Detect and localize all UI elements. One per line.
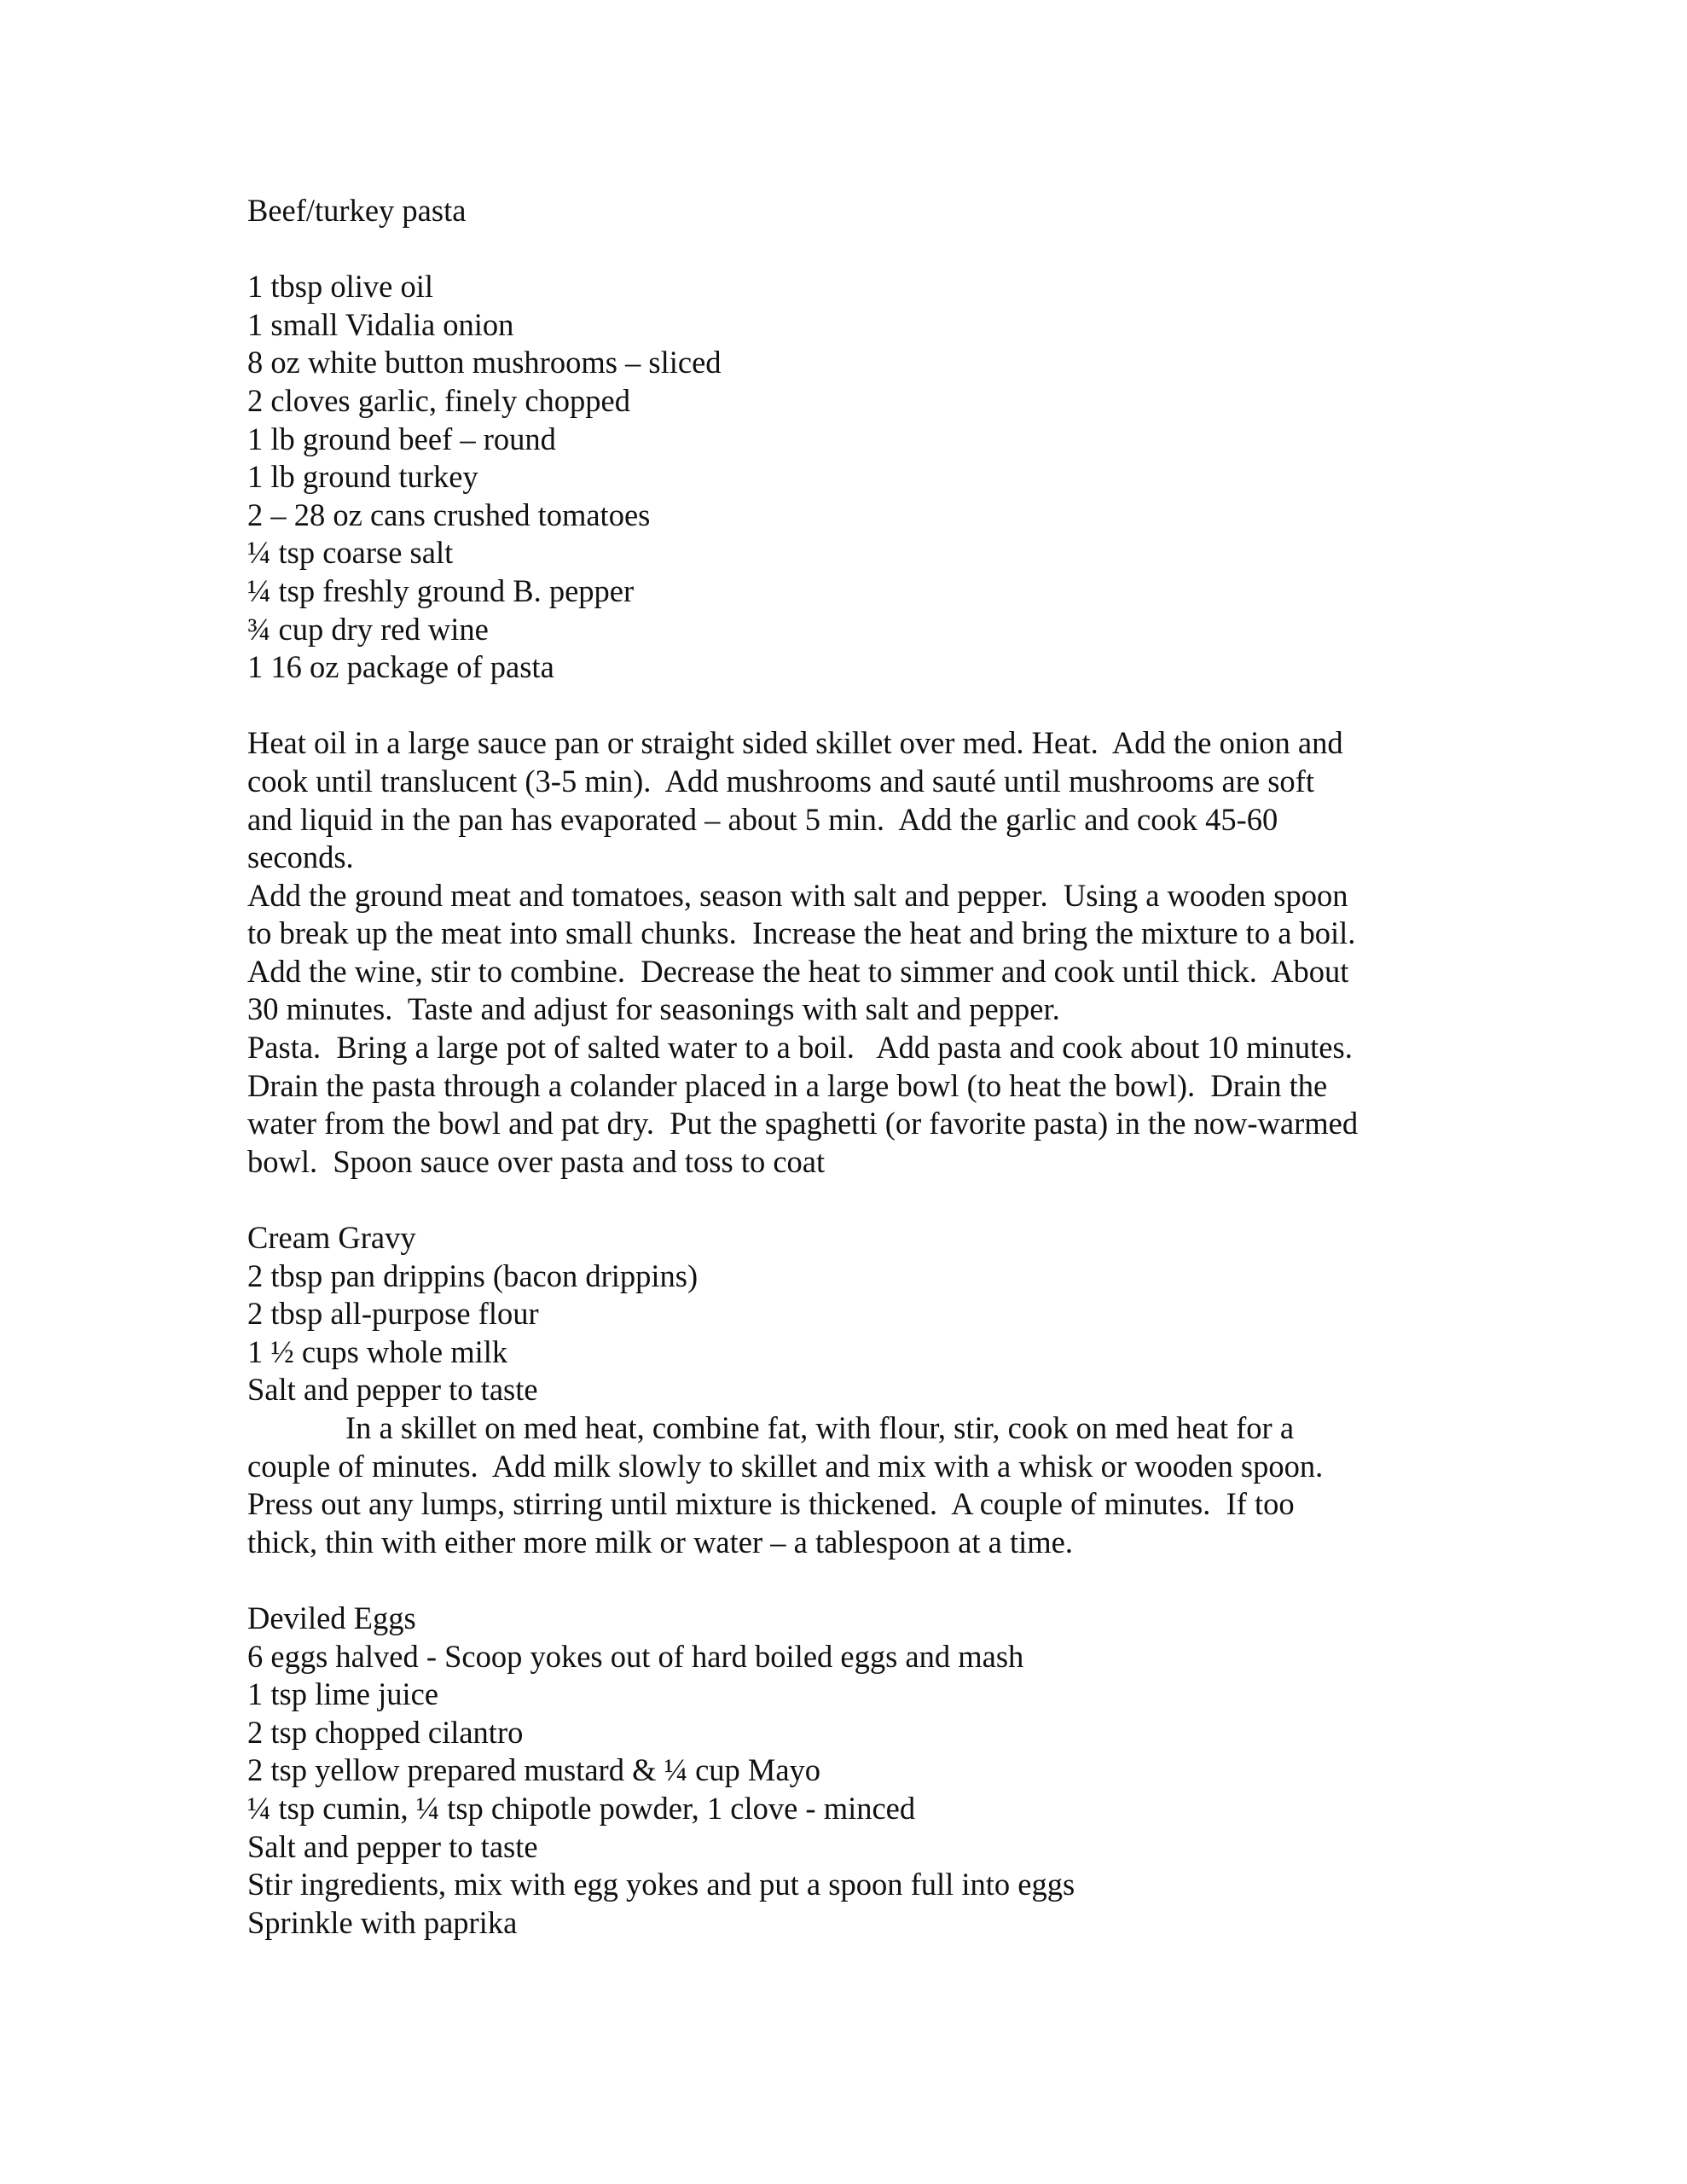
spacer <box>247 1181 1458 1219</box>
recipe-line: 2 tsp chopped cilantro <box>247 1714 524 1750</box>
ingredient: 2 – 28 oz cans crushed tomatoes <box>247 497 651 532</box>
recipe-line: Salt and pepper to taste <box>247 1828 538 1864</box>
recipe-line: 1 tsp lime juice <box>247 1676 439 1712</box>
ingredient: 2 tbsp all-purpose flour <box>247 1296 539 1332</box>
recipe-line: 2 tsp yellow prepared mustard & ¼ cup Mayo <box>247 1752 821 1788</box>
recipe-line: 6 eggs halved - Scoop yokes out of hard boiled eggs and mash <box>247 1638 1024 1674</box>
instruction-line: Add the wine, stir to combine. Decrease the heat to simmer and cook until thick. About <box>247 953 1349 989</box>
instruction-line: Press out any lumps, stirring until mixture is thickened. A couple of minutes. If too <box>247 1486 1295 1522</box>
instruction-line: bowl. Spoon sauce over pasta and toss to coat <box>247 1143 826 1179</box>
gravy-recipe <box>247 1219 1458 1561</box>
ingredient: 2 tbsp pan drippins (bacon drippins) <box>247 1258 699 1293</box>
recipe-title: Deviled Eggs <box>247 1600 416 1635</box>
ingredient: ¼ tsp freshly ground B. pepper <box>247 572 635 608</box>
recipe-line: Sprinkle with paprika <box>247 1904 518 1940</box>
instructions <box>247 724 1458 1181</box>
ingredient: ¼ tsp coarse salt <box>247 535 454 571</box>
recipe-line: Stir ingredients, mix with egg yokes and put a spoon full into eggs <box>247 1867 1075 1902</box>
instruction-line: thick, thin with either more milk or water – a tablespoon at a time. <box>247 1524 1073 1560</box>
ingredient: 1 lb ground turkey <box>247 459 478 495</box>
pasta-recipe <box>247 192 1458 1181</box>
instruction-line: In a skillet on med heat, combine fat, with flour, stir, cook on med heat for a <box>345 1410 1295 1445</box>
recipe-text <box>247 192 1458 1942</box>
instruction-line: Pasta. Bring a large pot of salted water to a boil. Add pasta and cook about 10 minutes. <box>247 1030 1353 1066</box>
recipe-title: Beef/turkey pasta <box>247 193 467 228</box>
recipe-line: ¼ tsp cumin, ¼ tsp chipotle powder, 1 clove - minced <box>247 1790 916 1826</box>
instruction-line: Drain the pasta through a colander placed in a large bowl (to heat the bowl). Drain the <box>247 1067 1328 1103</box>
instruction-line: and liquid in the pan has evaporated – about 5 min. Add the garlic and cook 45-60 <box>247 801 1278 837</box>
eggs-recipe <box>247 1600 1458 1942</box>
ingredient: 1 small Vidalia onion <box>247 306 514 342</box>
instruction-line: 30 minutes. Taste and adjust for seasonings with salt and pepper. <box>247 991 1060 1027</box>
instruction-line: water from the bowl and pat dry. Put the spaghetti (or favorite pasta) in the now-warmed <box>247 1106 1359 1141</box>
spacer <box>247 1561 1458 1600</box>
ingredient: 1 ½ cups whole milk <box>247 1333 508 1369</box>
ingredient: 1 16 oz package of pasta <box>247 649 554 685</box>
ingredient: 8 oz white button mushrooms – sliced <box>247 345 722 380</box>
instruction-line: seconds. <box>247 839 354 875</box>
recipe-title: Cream Gravy <box>247 1220 416 1256</box>
ingredient: ¾ cup dry red wine <box>247 611 489 647</box>
instruction-line: to break up the meat into small chunks. Increase the heat and bring the mixture to a boil. <box>247 915 1356 951</box>
instruction-line: cook until translucent (3-5 min). Add mushrooms and sauté until mushrooms are soft <box>247 763 1314 799</box>
ingredient: Salt and pepper to taste <box>247 1372 538 1408</box>
ingredient: 1 tbsp olive oil <box>247 269 433 305</box>
instruction-line: Heat oil in a large sauce pan or straight sided skillet over med. Heat. Add the onion and <box>247 725 1343 761</box>
ingredient: 2 cloves garlic, finely chopped <box>247 382 630 418</box>
spacer <box>247 687 1458 725</box>
instruction-line: Add the ground meat and tomatoes, season with salt and pepper. Using a wooden spoon <box>247 877 1348 913</box>
ingredient: 1 lb ground beef – round <box>247 421 556 456</box>
ingredient-list <box>247 268 1458 687</box>
spacer <box>247 230 1458 269</box>
instruction-line: couple of minutes. Add milk slowly to skillet and mix with a whisk or wooden spoon. <box>247 1448 1324 1484</box>
